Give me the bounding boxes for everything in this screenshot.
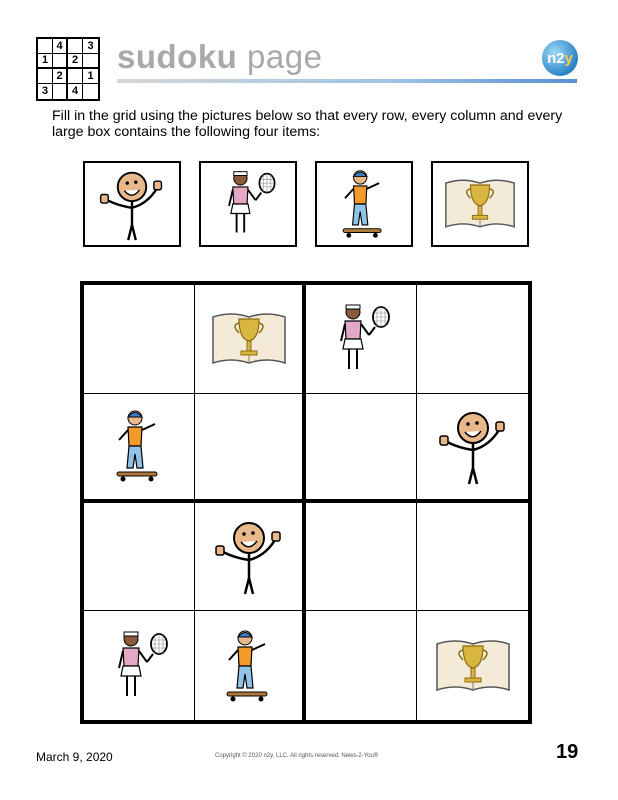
sudoku-board bbox=[80, 281, 532, 724]
happy-person-icon bbox=[433, 406, 513, 486]
reference-happy-person bbox=[83, 161, 181, 247]
mini-cell bbox=[38, 69, 53, 84]
mini-cell: 3 bbox=[38, 84, 53, 99]
skateboarder-icon bbox=[209, 626, 289, 706]
footer-copyright: Copyright © 2020 n2y, LLC. All rights reserved. News-2-You® bbox=[215, 753, 379, 759]
happy-person-icon bbox=[209, 516, 289, 596]
board-cell-r3c2 bbox=[195, 503, 306, 612]
board-cell-r3c3[interactable] bbox=[306, 503, 417, 612]
page-title-rest: page bbox=[247, 38, 323, 75]
n2y-logo bbox=[542, 40, 578, 76]
reference-trophy-book bbox=[431, 161, 529, 247]
trophy-book-icon bbox=[433, 626, 513, 706]
board-cell-r4c3[interactable] bbox=[306, 611, 417, 720]
board-cell-r1c2 bbox=[195, 285, 306, 394]
board-cell-r4c2 bbox=[195, 611, 306, 720]
page-number: 19 bbox=[556, 741, 579, 763]
mini-cell: 2 bbox=[53, 69, 68, 84]
board-cell-r2c3[interactable] bbox=[306, 394, 417, 503]
mini-cell bbox=[38, 39, 53, 54]
board-cell-r1c3 bbox=[306, 285, 417, 394]
board-cell-r2c2[interactable] bbox=[195, 394, 306, 503]
board-cell-r1c4[interactable] bbox=[417, 285, 528, 394]
mini-cell bbox=[83, 54, 98, 69]
footer-date: March 9, 2020 bbox=[36, 750, 113, 764]
skateboarder-icon bbox=[99, 406, 179, 486]
happy-person-icon bbox=[94, 166, 170, 242]
reference-tennis-player bbox=[199, 161, 297, 247]
mini-cell: 3 bbox=[83, 39, 98, 54]
instructions: Fill in the grid using the pictures below so that every row, every column and every large box contains the following four items: bbox=[52, 108, 563, 140]
board-cell-r1c1[interactable] bbox=[84, 285, 195, 394]
mini-cell: 4 bbox=[68, 84, 83, 99]
mini-cell bbox=[53, 84, 68, 99]
mini-cell: 1 bbox=[38, 54, 53, 69]
tennis-player-icon bbox=[210, 166, 286, 242]
board-cell-r3c4[interactable] bbox=[417, 503, 528, 612]
reference-skateboarder bbox=[315, 161, 413, 247]
board-cell-r2c4 bbox=[417, 394, 528, 503]
page-title bbox=[117, 38, 322, 76]
tennis-player-icon bbox=[321, 299, 401, 379]
mini-cell bbox=[83, 84, 98, 99]
board-cell-r3c1[interactable] bbox=[84, 503, 195, 612]
mini-cell: 1 bbox=[83, 69, 98, 84]
mini-cell bbox=[68, 39, 83, 54]
mini-sudoku-logo bbox=[36, 37, 100, 101]
logo-text: n2 bbox=[547, 49, 565, 67]
board-cell-r4c1 bbox=[84, 611, 195, 720]
mini-cell bbox=[68, 69, 83, 84]
tennis-player-icon bbox=[99, 626, 179, 706]
board-cell-r2c1 bbox=[84, 394, 195, 503]
logo-text-y: y bbox=[564, 49, 573, 67]
skateboarder-icon bbox=[326, 166, 402, 242]
trophy-book-icon bbox=[442, 166, 518, 242]
title-underline bbox=[117, 79, 577, 83]
trophy-book-icon bbox=[209, 299, 289, 379]
mini-cell: 2 bbox=[68, 54, 83, 69]
mini-cell: 4 bbox=[53, 39, 68, 54]
page-title-bold: sudoku bbox=[117, 38, 238, 75]
board-cell-r4c4 bbox=[417, 611, 528, 720]
mini-cell bbox=[53, 54, 68, 69]
